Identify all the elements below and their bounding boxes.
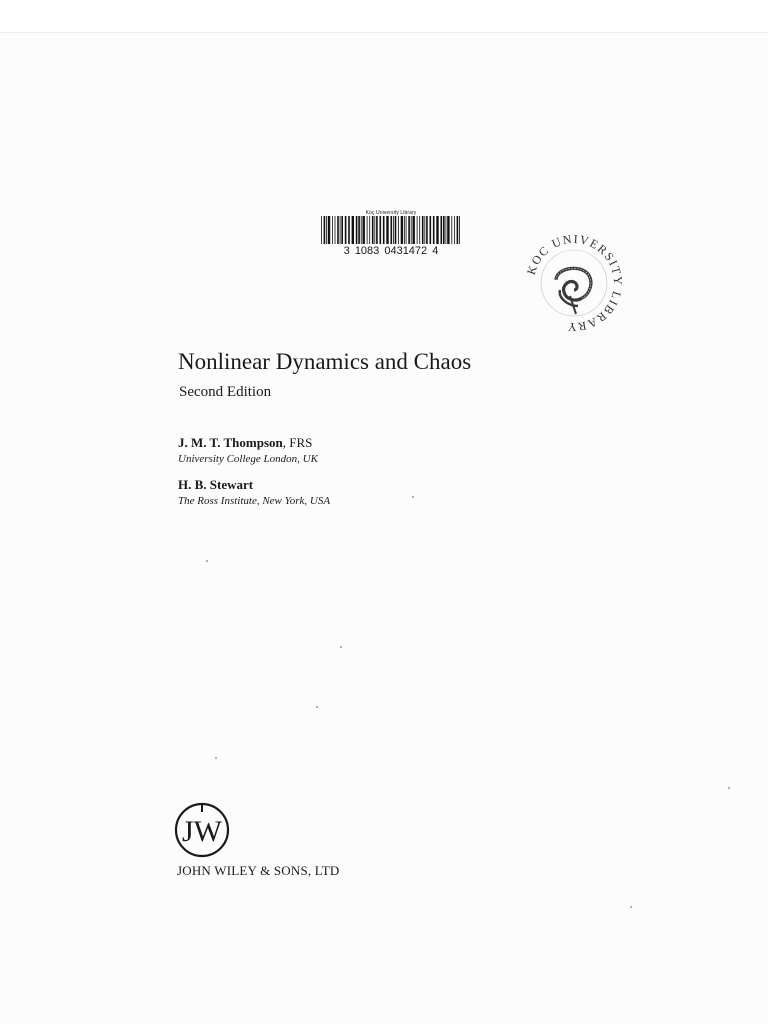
barcode-bar xyxy=(419,216,420,244)
barcode-bar xyxy=(332,216,333,244)
barcode-bars xyxy=(320,216,462,244)
barcode-bar xyxy=(395,216,397,244)
publisher-name: JOHN WILEY & SONS, LTD xyxy=(177,863,340,878)
barcode-bar xyxy=(328,216,330,244)
barcode-number: 3 1083 0431472 4 xyxy=(343,245,439,257)
barcode-bar xyxy=(348,216,350,244)
author-name-1 xyxy=(178,435,312,451)
scan-speck xyxy=(412,496,414,498)
barcode-bar xyxy=(374,216,375,244)
barcode-bar xyxy=(340,216,341,244)
barcode-bar xyxy=(441,216,443,244)
barcode-bar xyxy=(383,216,385,244)
barcode-bar xyxy=(337,216,339,244)
barcode-bar xyxy=(363,216,365,244)
barcode-bar xyxy=(324,216,326,244)
barcode-bar xyxy=(386,216,388,244)
barcode-bar xyxy=(451,216,452,244)
library-stamp-seal xyxy=(523,232,625,334)
barcode-bar xyxy=(404,216,405,244)
author-name-2 xyxy=(178,477,253,493)
barcode-bar xyxy=(457,216,459,244)
barcode-bar xyxy=(408,216,410,244)
barcode-bar xyxy=(376,216,378,244)
barcode-bar xyxy=(341,216,343,244)
author-name-bold: H. B. Stewart xyxy=(178,477,254,492)
barcode-bar xyxy=(361,216,362,244)
barcode-bar xyxy=(380,216,382,244)
barcode-bar xyxy=(398,216,399,244)
barcode-bar xyxy=(369,216,370,244)
author-affiliation-2: The Ross Institute, New York, USA xyxy=(178,495,331,507)
author-honour: , FRS xyxy=(282,435,313,450)
svg-text:JW: JW xyxy=(182,815,222,848)
author-name-bold: J. M. T. Thompson xyxy=(178,435,283,450)
barcode-bar xyxy=(367,216,368,244)
barcode-bar xyxy=(459,216,460,244)
barcode-bar xyxy=(358,216,360,244)
scan-speck xyxy=(340,646,342,648)
barcode-bar xyxy=(424,216,425,244)
barcode-bar xyxy=(443,216,445,244)
barcode-bar xyxy=(345,216,347,244)
barcode-bar xyxy=(422,216,424,244)
svg-text:KOC UNIVERSITY LIBRARY: KOC UNIVERSITY LIBRARY xyxy=(523,232,625,334)
scan-speck xyxy=(728,787,730,789)
scan-speck xyxy=(630,906,632,908)
barcode-bar xyxy=(411,216,412,244)
barcode-bar xyxy=(413,216,415,244)
book-edition: Second Edition xyxy=(179,384,272,400)
book-title: Nonlinear Dynamics and Chaos xyxy=(178,349,472,374)
barcode-bar xyxy=(321,216,322,244)
barcode-bar xyxy=(446,216,447,244)
barcode-bar xyxy=(436,216,438,244)
barcode-bar xyxy=(335,216,336,244)
barcode-bar xyxy=(352,216,354,244)
scan-speck xyxy=(206,560,208,562)
author-affiliation-1: University College London, UK xyxy=(178,453,318,465)
barcode-bar xyxy=(356,216,358,244)
barcode-bar xyxy=(393,216,394,244)
barcode-bar xyxy=(426,216,428,244)
scan-speck xyxy=(215,757,217,759)
barcode-bar xyxy=(433,216,435,244)
barcode-bar xyxy=(447,216,449,244)
barcode-bar xyxy=(454,216,455,244)
barcode-bar xyxy=(417,216,418,244)
barcode-bar xyxy=(430,216,432,244)
page-top-edge xyxy=(0,0,768,33)
barcode-bar xyxy=(406,216,407,244)
barcode-bar xyxy=(372,216,374,244)
barcode-bar xyxy=(326,216,327,244)
barcode-library-name: Koç University Library xyxy=(365,210,417,216)
library-barcode xyxy=(320,210,462,257)
barcode-bar xyxy=(391,216,393,244)
wiley-logo xyxy=(172,800,232,860)
barcode-bar xyxy=(401,216,403,244)
scan-speck xyxy=(316,706,318,708)
